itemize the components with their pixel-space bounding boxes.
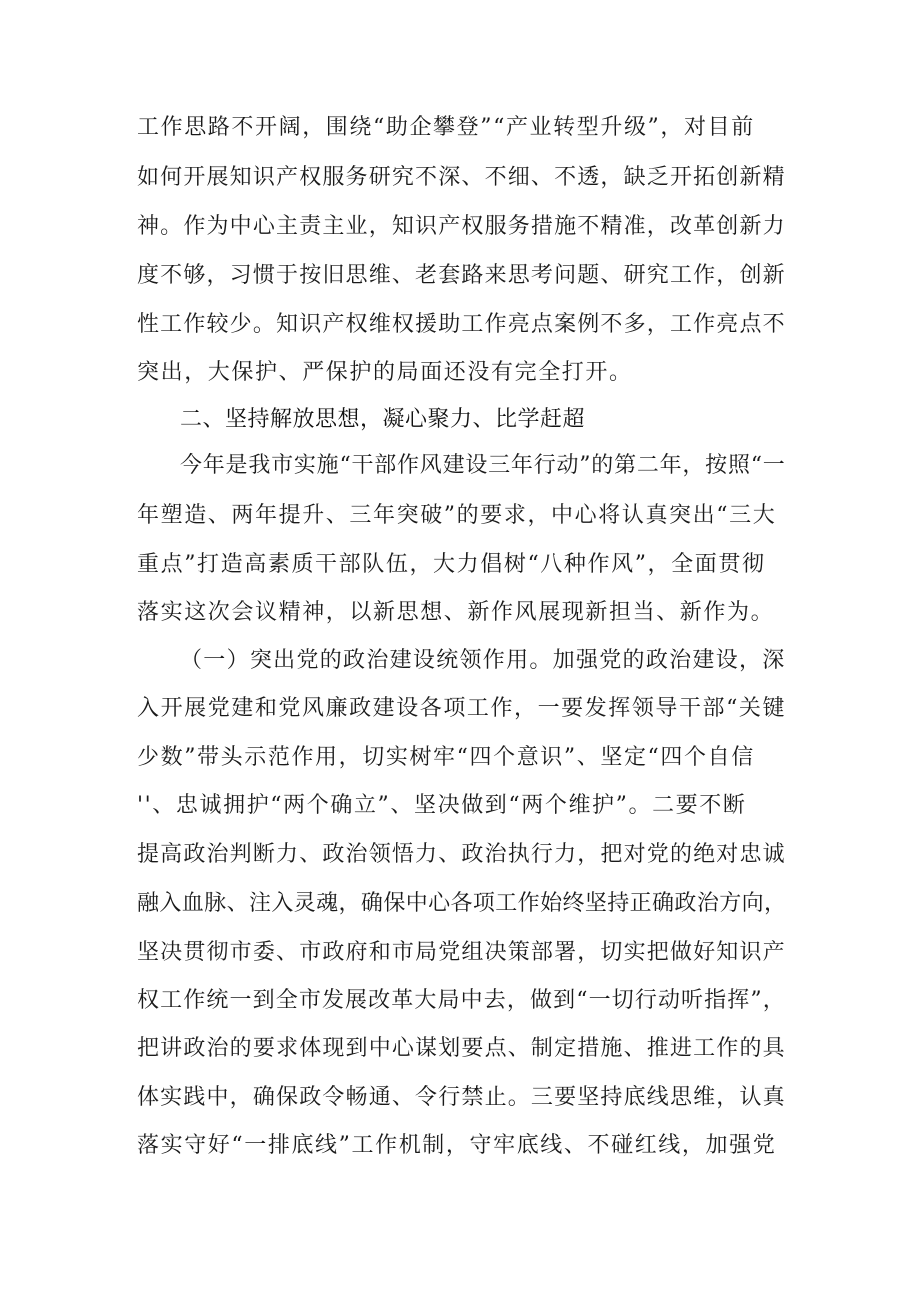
paragraph-1-line-1: 工作思路不开阔，围绕“助企攀登”“产业转型升级”，对目前 [137, 115, 755, 140]
paragraph-3-line-6: 融入血脉、注入灵魂，确保中心各项工作始终坚持正确政治方向， [137, 891, 787, 916]
paragraph-3-line-1: （一）突出党的政治建设统领作用。加强党的政治建设，深 [180, 648, 786, 673]
paragraph-2-line-3: 重点”打造高素质干部队伍，大力倡树“八种作风”，全面贯彻 [137, 552, 766, 577]
paragraph-1-line-6: 突出，大保护、严保护的局面还没有完全打开。 [137, 360, 633, 385]
paragraph-2-line-4: 落实这次会议精神，以新思想、新作风展现新担当、新作为。 [137, 600, 775, 625]
paragraph-2-line-2: 年塑造、两年提升、三年突破”的要求，中心将认真突出“三大 [137, 503, 777, 528]
paragraph-3-line-4: ''、忠诚拥护“两个确立”、坚决做到“两个维护”。二要不断 [137, 793, 747, 818]
paragraph-3-line-9: 把讲政治的要求体现到中心谋划要点、制定措施、推进工作的具 [137, 1036, 786, 1061]
paragraph-3-line-10: 体实践中，确保政令畅通、令行禁止。三要坚持底线思维，认真 [137, 1085, 786, 1110]
paragraph-3-line-3: 少数”带头示范作用，切实树牢“四个意识”、坚定“四个自信 [137, 745, 755, 770]
paragraph-2-line-1: 今年是我市实施“干部作风建设三年行动”的第二年，按照“一 [180, 453, 786, 478]
paragraph-3-line-8: 权工作统一到全市发展改革大局中去，做到“一切行动听指挥”， [137, 988, 786, 1013]
paragraph-1-line-4: 度不够，习惯于按旧思维、老套路来思考问题、研究工作，创新 [137, 263, 786, 288]
paragraph-3-line-11: 落实守好“一排底线”工作机制，守牢底线、不碰红线，加强党 [137, 1133, 777, 1158]
section-heading-2: 二、坚持解放思想，凝心聚力、比学赶超 [180, 407, 586, 432]
paragraph-3-line-2: 入开展党建和党风廉政建设各项工作，一要发挥领导干部“关键 [137, 696, 787, 721]
paragraph-1-line-3: 神。作为中心主责主业，知识产权服务措施不精准，改革创新力 [137, 214, 786, 239]
paragraph-1-line-2: 如何开展知识产权服务研究不深、不细、不透，缺乏开拓创新精 [137, 165, 786, 190]
paragraph-1-line-5: 性工作较少。知识产权维权援助工作亮点案例不多，工作亮点不 [137, 312, 786, 337]
paragraph-3-line-5: 提高政治判断力、政治领悟力、政治执行力，把对党的绝对忠诚 [137, 842, 786, 867]
paragraph-3-line-7: 坚决贯彻市委、市政府和市局党组决策部署，切实把做好知识产 [137, 940, 786, 965]
